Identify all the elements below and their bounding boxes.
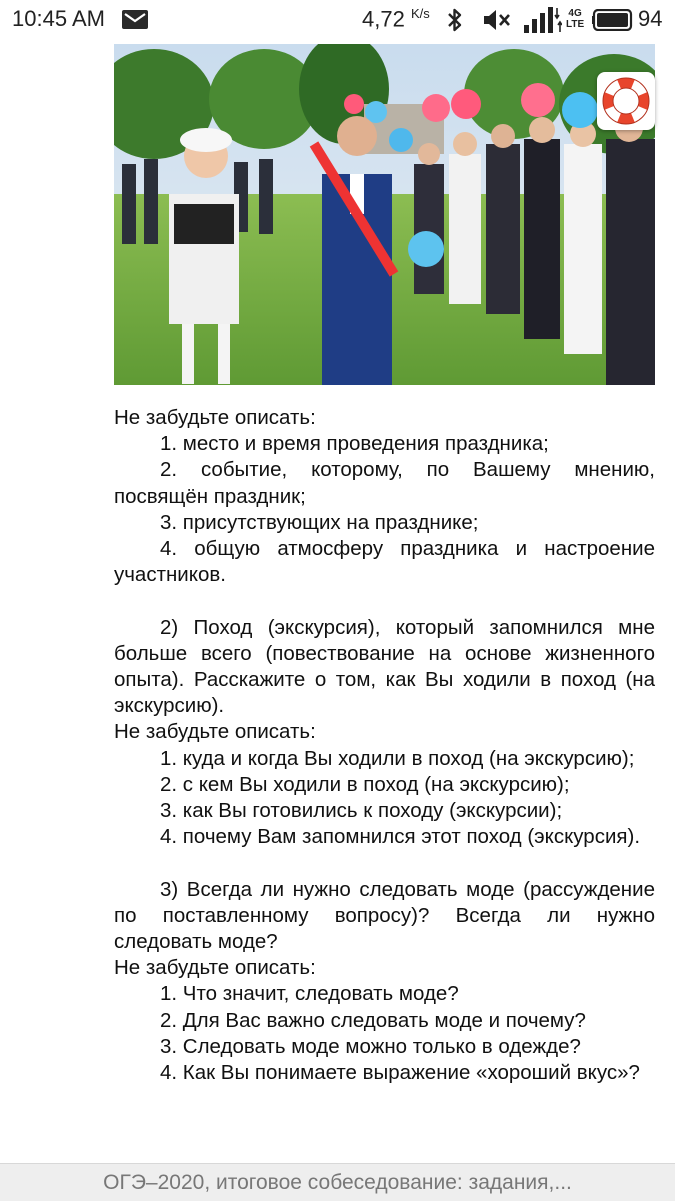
bottom-title-bar[interactable]: ОГЭ–2020, итоговое собеседование: задания,... bbox=[0, 1163, 675, 1201]
list-item: 1. место и время проведения праздника; bbox=[160, 432, 549, 456]
list-item: 4. общую атмосферу праздника и настроение участников. bbox=[114, 537, 655, 587]
list-item: 3. присутствующих на празднике; bbox=[160, 510, 479, 534]
list-item: 3. Следовать моде можно только в одежде? bbox=[160, 1034, 581, 1058]
list-item: 1. куда и когда Вы ходили в поход (на экскурсию); bbox=[160, 746, 635, 770]
topic-paragraph: 2) Поход (экскурсия), который запомнился мне больше всего (повествование на основе жизненного опыта). Расскажите о том, как Вы ходили в поход (на экскурсию). bbox=[114, 615, 655, 718]
message-icon bbox=[122, 10, 148, 29]
lifebuoy-icon bbox=[597, 72, 655, 130]
reminder-heading: Не забудьте описать: bbox=[114, 956, 316, 980]
list-item: 1. Что значит, следовать моде? bbox=[160, 982, 459, 1006]
list-item: 2. с кем Вы ходили в поход (на экскурсию); bbox=[160, 772, 570, 796]
bluetooth-icon bbox=[446, 7, 464, 33]
battery-percent: 94 bbox=[638, 6, 663, 31]
reminder-heading: Не забудьте описать: bbox=[114, 406, 316, 429]
graduation-photo-illustration bbox=[114, 44, 655, 385]
network-speed: 4,72 $^{K/s}$ bbox=[362, 6, 430, 32]
list-item: 4. почему Вам запомнился этот поход (экскурсия). bbox=[160, 825, 641, 849]
battery-icon bbox=[592, 9, 634, 31]
article-body bbox=[114, 405, 655, 1086]
spacer bbox=[114, 588, 655, 614]
signal-icon bbox=[522, 6, 562, 34]
lifebuoy-button[interactable] bbox=[597, 72, 655, 130]
clock: 10:45 AM bbox=[12, 6, 105, 31]
list-item: 4. Как Вы понимаете выражение «хороший вкус»? bbox=[160, 1061, 640, 1085]
reminder-heading: Не забудьте описать: bbox=[114, 720, 316, 744]
mute-icon bbox=[482, 8, 512, 32]
spacer bbox=[114, 850, 655, 876]
list-item: 2. событие, которому, по Вашему мнению, посвящён праздник; bbox=[114, 458, 655, 508]
topic-paragraph: 3) Всегда ли нужно следовать моде (рассуждение по поставленному вопросу)? Всегда ли нужно следовать моде? bbox=[114, 877, 655, 954]
network-type: 4G LTE bbox=[566, 8, 585, 30]
status-bar bbox=[0, 0, 675, 40]
list-item: 3. как Вы готовились к походу (экскурсии); bbox=[160, 799, 563, 823]
list-item: 2. Для Вас важно следовать моде и почему? bbox=[160, 1008, 586, 1032]
article-photo[interactable] bbox=[114, 44, 655, 385]
